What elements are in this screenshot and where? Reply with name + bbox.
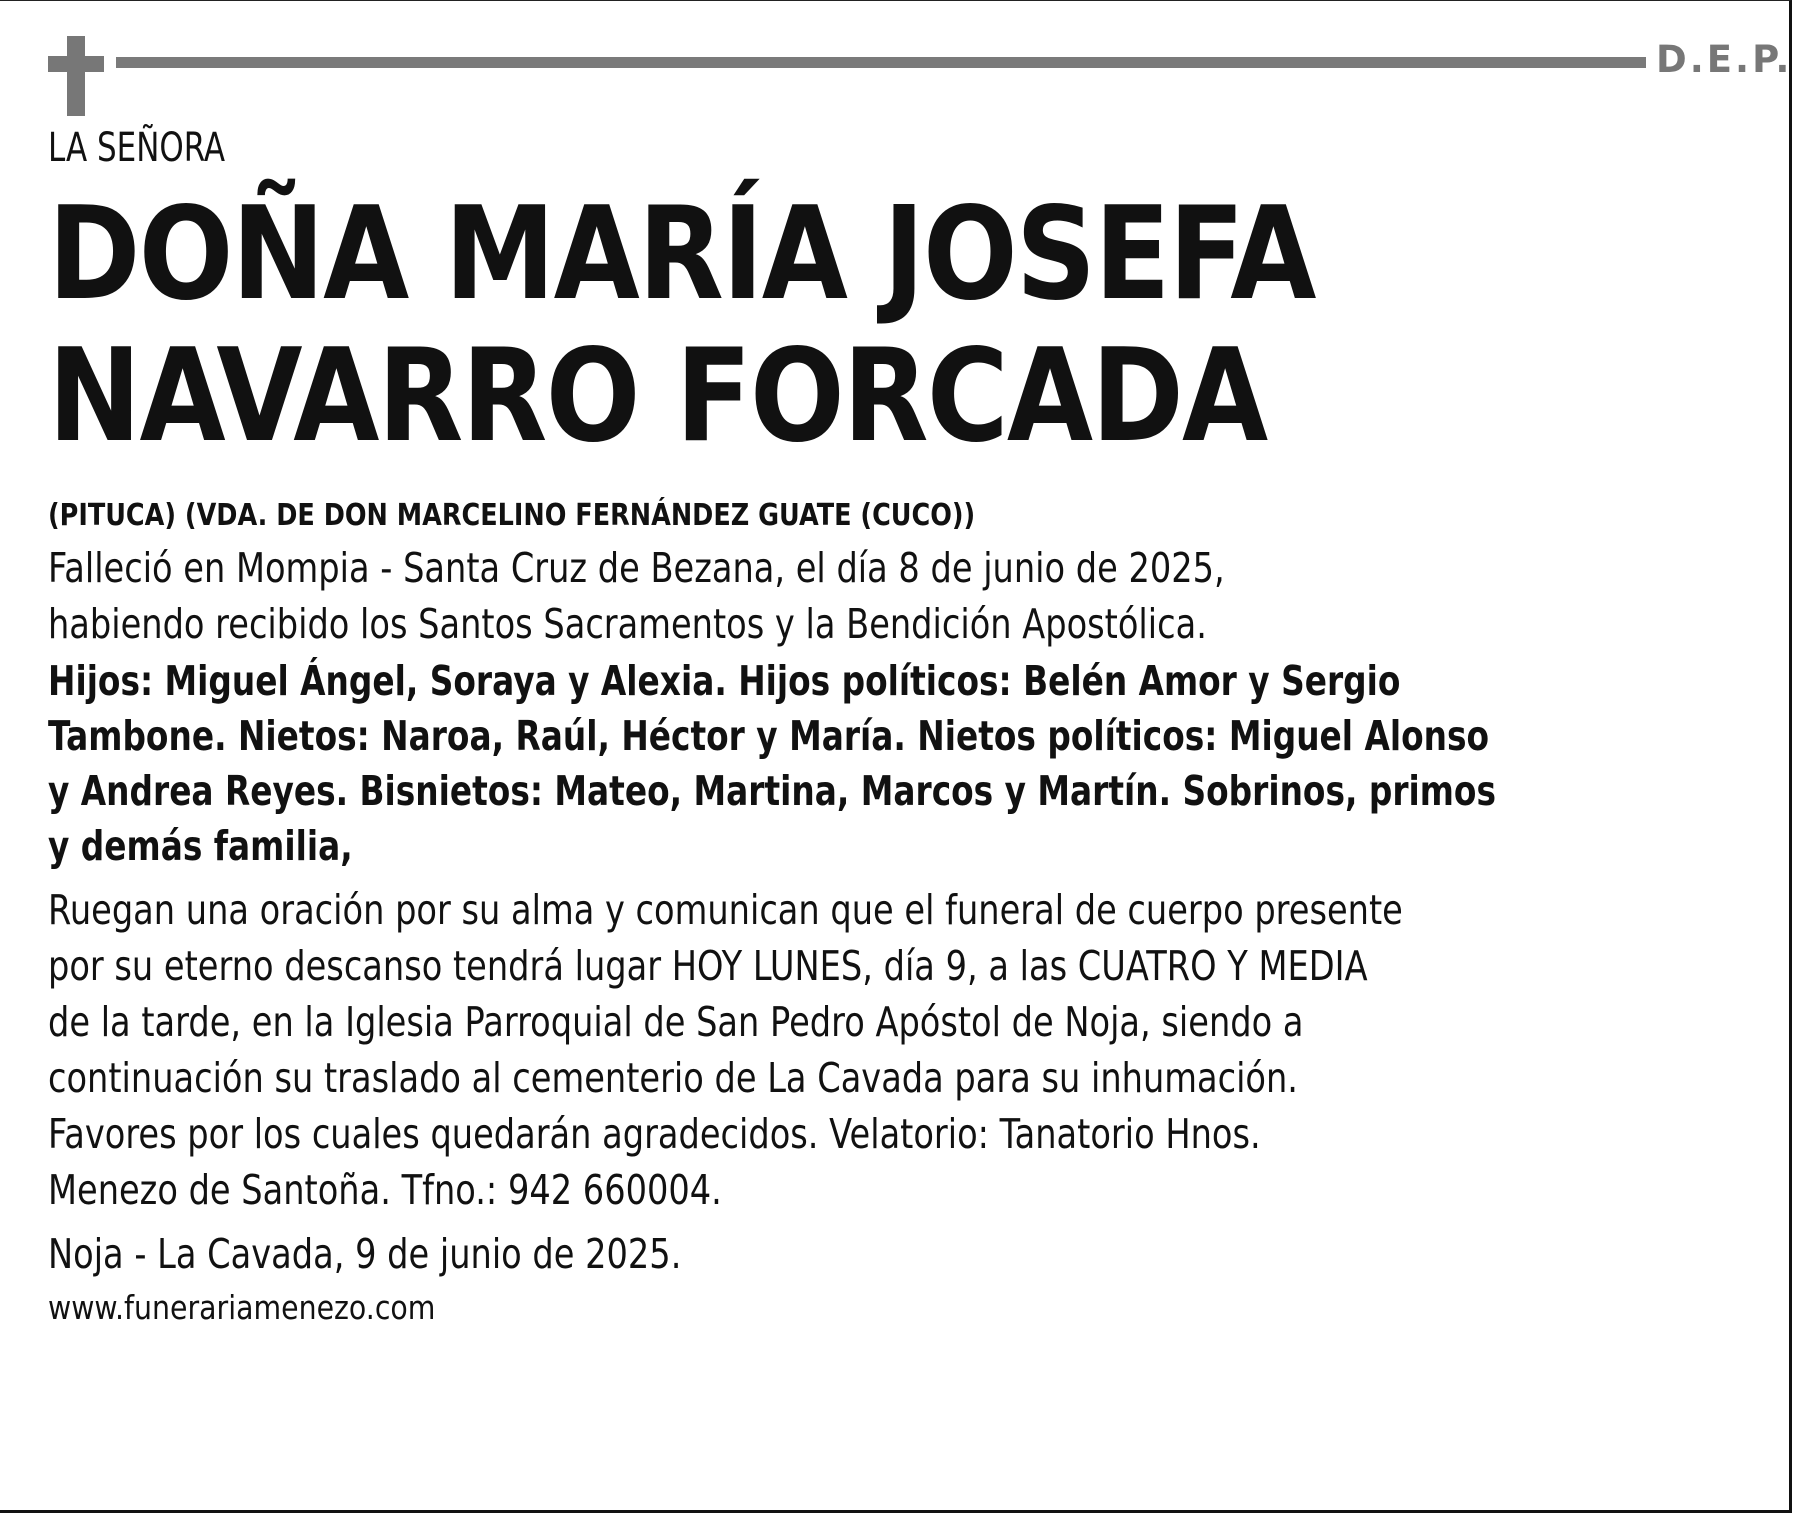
cross-icon — [48, 36, 104, 116]
dep-label: D.E.P. — [1656, 38, 1793, 81]
notice-body — [48, 118, 1748, 1330]
funeral-line: Favores por los cuales quedarán agradecidos. Velatorio: Tanatorio Hnos. — [48, 1110, 1261, 1158]
funeral-line: por su eterno descanso tendrá lugar HOY LUNES, día 9, a las CUATRO Y MEDIA — [48, 942, 1368, 990]
family-line: y Andrea Reyes. Bisnietos: Mateo, Martina, Marcos y Martín. Sobrinos, primos — [48, 767, 1496, 815]
family-paragraph — [48, 654, 1496, 874]
place-date: Noja - La Cavada, 9 de junio de 2025. — [48, 1230, 682, 1278]
name-line-2: NAVARRO FORCADA — [48, 322, 1267, 471]
website-link[interactable]: www.funerariamenezo.com — [48, 1288, 436, 1327]
header-rule — [116, 57, 1646, 68]
funeral-line: Ruegan una oración por su alma y comunican que el funeral de cuerpo presente — [48, 886, 1403, 934]
funeral-paragraph — [48, 882, 1442, 1218]
deceased-name — [48, 180, 1527, 471]
alias-line: (PITUCA) (VDA. DE DON MARCELINO FERNÁNDEZ GUATE (CUCO)) — [48, 498, 976, 533]
family-line: Hijos: Miguel Ángel, Soraya y Alexia. Hijos políticos: Belén Amor y Sergio — [48, 657, 1401, 705]
family-line: Tambone. Nietos: Naroa, Raúl, Héctor y María. Nietos políticos: Miguel Alonso — [48, 712, 1490, 760]
notice-header — [48, 36, 1793, 116]
family-line: y demás familia, — [48, 822, 353, 870]
death-paragraph — [48, 540, 1442, 652]
funeral-line: Menezo de Santoña. Tfno.: 942 660004. — [48, 1166, 722, 1214]
death-line: habiendo recibido los Santos Sacramentos y la Bendición Apostólica. — [48, 600, 1207, 648]
funeral-line: continuación su traslado al cementerio de La Cavada para su inhumación. — [48, 1054, 1299, 1102]
death-line: Falleció en Mompia - Santa Cruz de Bezana, el día 8 de junio de 2025, — [48, 544, 1225, 592]
title-prefix: LA SEÑORA — [48, 125, 225, 171]
funeral-line: de la tarde, en la Iglesia Parroquial de San Pedro Apóstol de Noja, siendo a — [48, 998, 1304, 1046]
name-line-1: DOÑA MARÍA JOSEFA — [48, 180, 1315, 329]
